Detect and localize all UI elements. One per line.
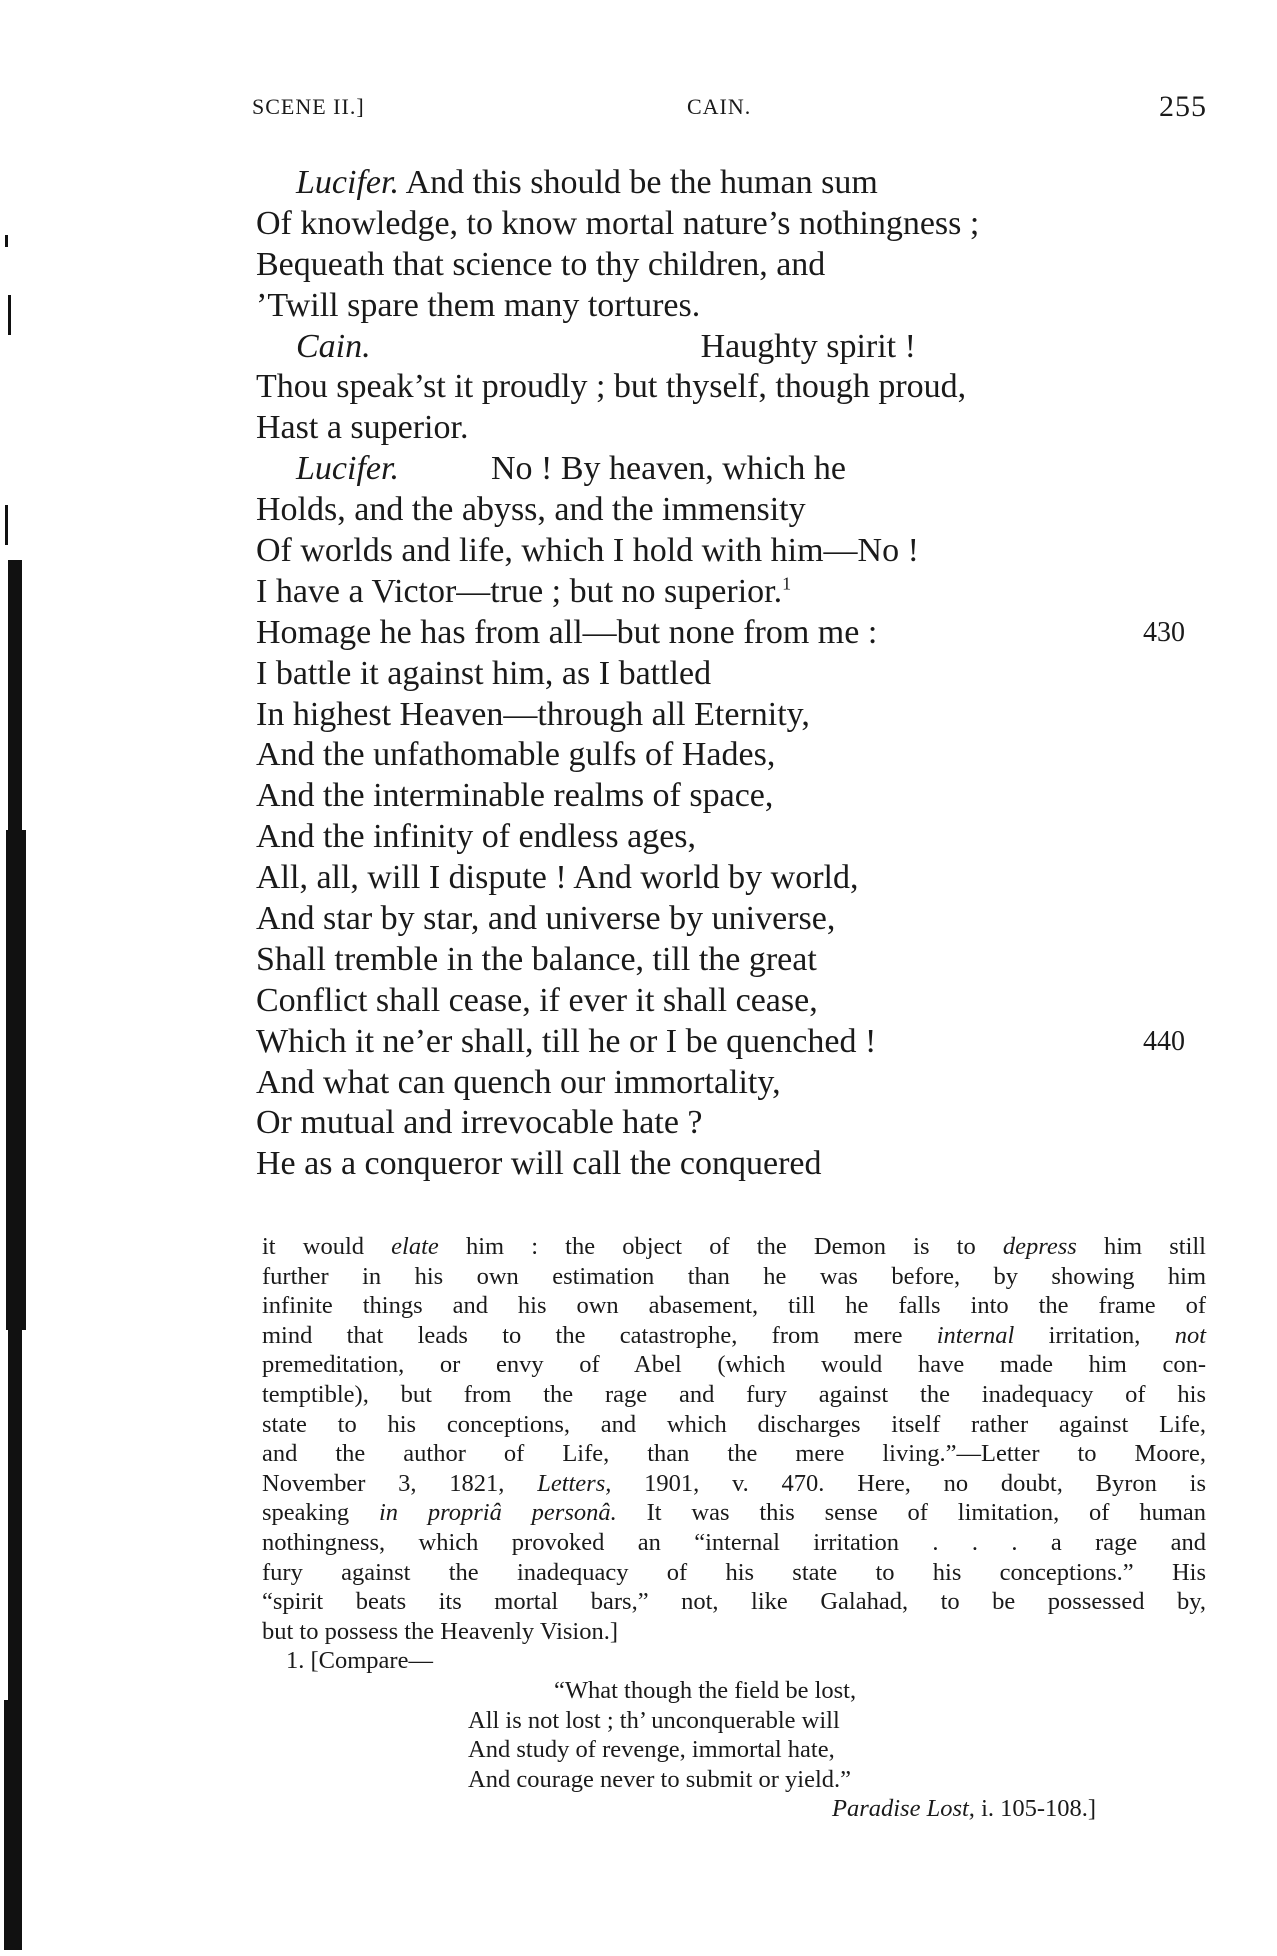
verse-line: Cain. Haughty spirit ! bbox=[296, 327, 916, 365]
note-line: infinite things and his own abasement, till he falls into the frame of bbox=[262, 1292, 1206, 1320]
verse-line: Lucifer. And this should be the human sum bbox=[296, 164, 878, 201]
note-line: November 3, 1821, Letters, 1901, v. 470. Here, no doubt, Byron is bbox=[262, 1469, 1206, 1497]
quote-line: “What though the field be lost, bbox=[554, 1677, 857, 1704]
verse-line: Shall tremble in the balance, till the great bbox=[256, 940, 817, 978]
page-number: 255 bbox=[1159, 90, 1207, 123]
verse-line: And star by star, and universe by universe, bbox=[256, 900, 836, 938]
verse-line: Of worlds and life, which I hold with him—No ! bbox=[256, 532, 919, 570]
note-line: state to his conceptions, and which discharges itself rather against Life, bbox=[262, 1410, 1206, 1438]
verse-line: Or mutual and irrevocable hate ? bbox=[256, 1104, 703, 1142]
verse-line: I battle it against him, as I battled bbox=[256, 654, 712, 692]
verse-line: In highest Heaven—through all Eternity, bbox=[256, 695, 810, 733]
speaker: Lucifer. bbox=[296, 164, 399, 201]
note-line: mind that leads to the catastrophe, from mere internal irritation, not bbox=[262, 1321, 1206, 1349]
work-title: CAIN. bbox=[687, 94, 752, 119]
footnote-marker: 1 bbox=[782, 573, 792, 594]
verse-block bbox=[256, 163, 1206, 1185]
note-line: speaking in propriâ personâ. It was this sense of limitation, of human bbox=[262, 1499, 1206, 1527]
speaker: Lucifer. bbox=[296, 450, 399, 488]
verse-line: Lucifer. No ! By heaven, which he bbox=[296, 450, 846, 488]
verse-line: And the unfathomable gulfs of Hades, bbox=[256, 736, 776, 774]
quote-citation: Paradise Lost, i. 105-108.] bbox=[832, 1795, 1097, 1823]
block-quote bbox=[468, 1676, 1188, 1824]
verse-line: Holds, and the abyss, and the immensity bbox=[256, 491, 806, 529]
verse-line: He as a conqueror will call the conquered bbox=[256, 1145, 822, 1183]
verse-line: Of knowledge, to know mortal nature’s nothingness ; bbox=[256, 204, 980, 242]
verse-line: I have a Victor—true ; but no superior.$^1$ bbox=[256, 572, 792, 610]
quote-line: All is not lost ; th’ unconquerable will bbox=[468, 1706, 840, 1734]
note-line: and the author of Life, than the mere living.”—Letter to Moore, bbox=[262, 1440, 1206, 1468]
line-number: 440 bbox=[1143, 1025, 1185, 1057]
verse-line: Which it ne’er shall, till he or I be quenched ! 440 bbox=[256, 1022, 1206, 1063]
footnotes bbox=[262, 1232, 1206, 1676]
note-line: nothingness, which provoked an “internal irritation . . . a rage and bbox=[262, 1528, 1206, 1556]
note-line: temptible), but from the rage and fury against the inadequacy of his bbox=[262, 1380, 1206, 1408]
note-line: premeditation, or envy of Abel (which would have made him con- bbox=[262, 1351, 1206, 1379]
verse-line: Bequeath that science to thy children, and bbox=[256, 245, 826, 283]
note-line: further in his own estimation than he was before, by showing him bbox=[262, 1262, 1206, 1290]
line-number: 430 bbox=[1143, 616, 1185, 648]
note-line: “spirit beats its mortal bars,” not, like Galahad, to be possessed by, bbox=[262, 1588, 1206, 1616]
verse-line: Homage he has from all—but none from me : 430 bbox=[256, 613, 1206, 654]
note-line: it would elate him : the object of the Demon is to depress him still bbox=[262, 1233, 1206, 1260]
verse-line: And the interminable realms of space, bbox=[256, 777, 774, 815]
speaker: Cain. bbox=[296, 327, 371, 365]
verse-line: And what can quench our immortality, bbox=[256, 1063, 781, 1101]
verse-line: And the infinity of endless ages, bbox=[256, 818, 697, 856]
verse-line: Hast a superior. bbox=[256, 409, 469, 447]
note-line: fury against the inadequacy of his state to his conceptions.” His bbox=[262, 1558, 1206, 1586]
verse-line: Thou speak’st it proudly ; but thyself, though proud, bbox=[256, 368, 967, 406]
quote-line: And study of revenge, immortal hate, bbox=[468, 1736, 835, 1764]
binding-shadow bbox=[0, 0, 40, 1956]
scene-label: SCENE II.] bbox=[252, 94, 365, 119]
verse-line: All, all, will I dispute ! And world by world, bbox=[256, 859, 859, 897]
verse-line: Conflict shall cease, if ever it shall cease, bbox=[256, 981, 818, 1019]
quote-line: And courage never to submit or yield.” bbox=[468, 1765, 852, 1793]
running-header bbox=[252, 90, 1207, 134]
verse-line: ’Twill spare them many tortures. bbox=[256, 286, 701, 324]
note-line: but to possess the Heavenly Vision.] bbox=[262, 1617, 619, 1645]
note-line: 1. [Compare— bbox=[286, 1647, 433, 1675]
